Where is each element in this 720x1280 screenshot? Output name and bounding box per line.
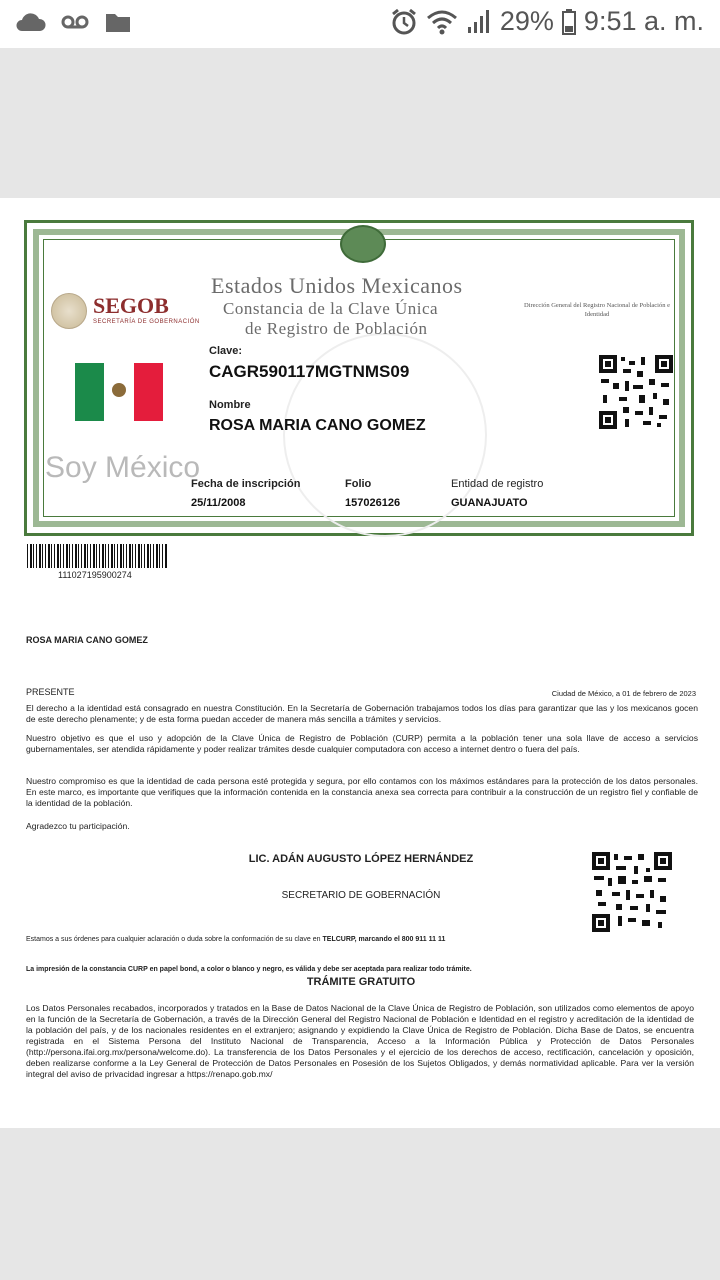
- mexico-flag-icon: [75, 363, 163, 421]
- card-qr-code: [599, 355, 673, 429]
- signer-title: SECRETARIO DE GOBERNACIÓN: [281, 890, 441, 901]
- curp-card: [24, 220, 694, 536]
- folio-value: 157026126: [345, 497, 401, 509]
- contact-text: Estamos a sus órdenes para cualquier aclaración o duda sobre la conformación de su clave en: [26, 936, 323, 943]
- segob-logo: SEGOB: [93, 293, 169, 318]
- letter-recipient: ROSA MARIA CANO GOMEZ: [26, 635, 148, 645]
- card-subtitle-2: de Registro de Población: [245, 319, 428, 338]
- clave-label: Clave:: [209, 345, 243, 357]
- fecha-value: 25/11/2008: [191, 497, 246, 509]
- letter-date: Ciudad de México, a 01 de febrero de 2023: [551, 689, 696, 698]
- bottom-gray-area: [0, 1128, 720, 1280]
- barcode: [27, 544, 167, 568]
- letter-thanks: Agradezco tu participación.: [26, 821, 130, 831]
- card-title: Estados Unidos Mexicanos: [211, 273, 463, 298]
- folder-icon: [104, 10, 132, 34]
- letter-paragraph-2: Nuestro objetivo es que el uso y adopción de la Clave Única de Registro de Población (CURP) permita a la población tener una sola llave de acceso a servicios gubernamentales, ser atendida rápidamente y poder realizar trámites desde cualquier computadora con acceso a internet dentro o fuera del país.: [26, 733, 698, 754]
- letter-paragraph-3: Nuestro compromiso es que la identidad de cada persona esté protegida y segura, por ello contamos con los máximos estándares para la protección de los datos personales. En este marco, es importante que verifiques que la información contenida en la constancia anexa sea correcta para contribuir a la construcción de un registro fiel y confiable de la identidad de la población.: [26, 776, 698, 808]
- letter-presente: PRESENTE: [26, 687, 75, 697]
- bond-note: La impresión de la constancia CURP en papel bond, a color o blanco y negro, es válida y debe ser aceptada para realizar todo trámite.: [26, 966, 472, 973]
- status-left-icons: [14, 10, 132, 34]
- eagle-emblem-icon: [340, 225, 386, 263]
- top-gray-area: [0, 48, 720, 198]
- entidad-label: Entidad de registro: [451, 478, 544, 490]
- segob-seal-icon: [51, 293, 87, 329]
- status-right: [390, 6, 704, 37]
- battery-icon: [562, 9, 576, 35]
- letter-paragraph-1: El derecho a la identidad está consagrado en nuestra Constitución. En la Secretaría de Gobernación trabajamos todos los días para garantizar que las y los mexicanos gocen de este derecho plenamente; y de esta forma puedan acceder de manera más sencilla a trámites y servicios.: [26, 703, 698, 724]
- alarm-icon: [390, 8, 418, 36]
- signer-name: LIC. ADÁN AUGUSTO LÓPEZ HERNÁNDEZ: [248, 853, 474, 865]
- battery-percent: 29%: [499, 6, 554, 36]
- wifi-icon: [426, 8, 458, 36]
- letter-qr-code: [592, 852, 672, 932]
- tramite-gratuito: TRÁMITE GRATUITO: [306, 976, 416, 988]
- card-subtitle-1: Constancia de la Clave Única: [223, 299, 439, 318]
- clock: 9:51 a. m.: [583, 6, 704, 36]
- cloud-icon: [14, 11, 46, 33]
- folio-label: Folio: [345, 478, 372, 490]
- telcurp-phone: TELCURP, marcando el 800 911 11 11: [322, 936, 446, 943]
- fecha-label: Fecha de inscripción: [191, 478, 301, 490]
- privacy-notice: Los Datos Personales recabados, incorporados y tratados en la Base de Datos Nacional de la Clave Única de Registro de Población, son utilizados como elementos de apoyo en la función de la Secretaría de Gobernación, a través de la Dirección General del Registro Nacional de Población e Identidad en el registro y acreditación de la identidad de la población del país, y de los nacionales residentes en el extranjero; asignando y expidiendo la Clave Única de Registro de Población. Dicha Base de Datos, se encuentra registrada en el Sistema Persona del Instituto Nacional de Transparencia, Acceso a la Información Pública y Protección de Datos Personales (http://persona.ifai.org.mx/persona/welcome.do). La transferencia de los Datos Personales y el ejercicio de los derechos de acceso, rectificación, cancelación y oposición, deben realizarse conforme a la Ley General de Protección de Datos Personales en Posesión de los Sujetos Obligados, y demás normatividad aplicable. Para ver la versión integral del aviso de privacidad ingresar a https://renapo.gob.mx/: [26, 1003, 694, 1079]
- entidad-value: GUANAJUATO: [451, 497, 528, 509]
- clave-value: CAGR590117MGTNMS09: [209, 362, 410, 381]
- status-bar: [0, 0, 720, 48]
- nombre-label: Nombre: [209, 399, 251, 411]
- segob-subtitle: SECRETARÍA DE GOBERNACIÓN: [93, 319, 200, 325]
- barcode-number: 111027195900274: [58, 570, 132, 580]
- direccion-general: Dirección General del Registro Nacional de Población e Identidad: [523, 302, 670, 318]
- soy-mexico-text: Soy México: [45, 451, 201, 484]
- curp-document[interactable]: [0, 198, 720, 1128]
- nombre-value: ROSA MARIA CANO GOMEZ: [209, 417, 426, 434]
- signal-icon: [466, 9, 492, 35]
- contact-line: [26, 934, 445, 945]
- voicemail-icon: [60, 11, 90, 33]
